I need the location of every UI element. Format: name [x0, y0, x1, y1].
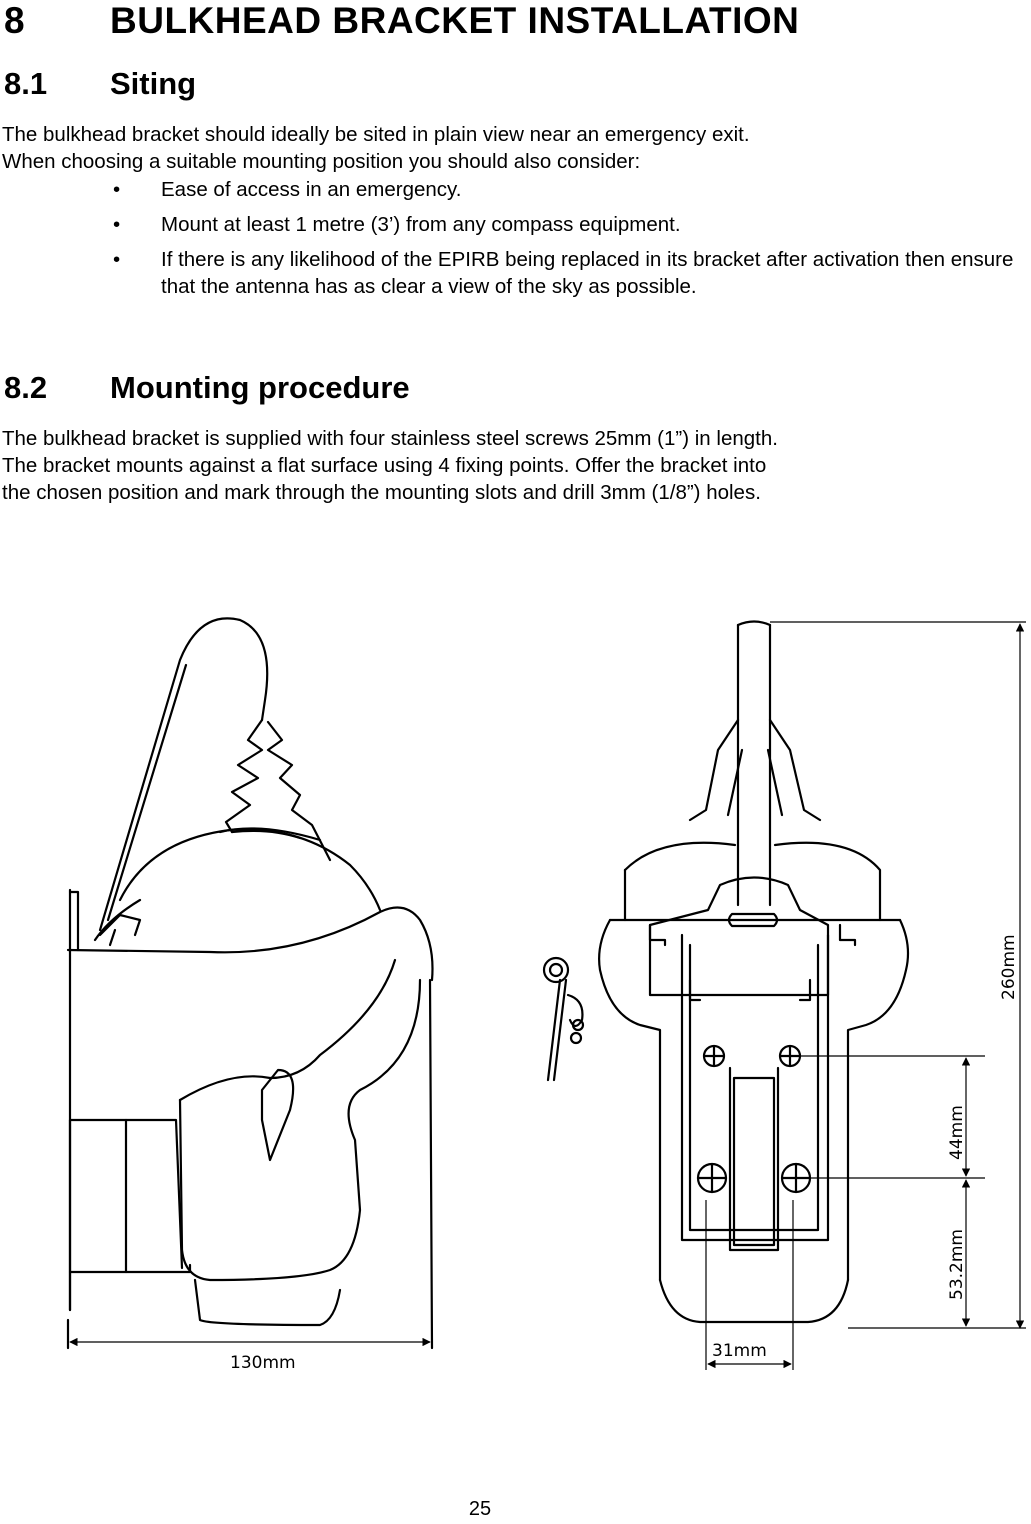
paragraph-line: The bulkhead bracket should ideally be sited in plain view near an emergency exit. — [2, 123, 750, 146]
dim-label-260mm: 260mm — [999, 934, 1019, 1000]
dim-label-130mm: 130mm — [230, 1353, 296, 1373]
side-view-drawing — [68, 618, 433, 1348]
bullet-icon: • — [113, 248, 121, 271]
dim-label-44mm: 44mm — [947, 1105, 967, 1160]
dim-label-31mm: 31mm — [712, 1341, 767, 1361]
front-view-drawing — [544, 622, 908, 1323]
bullet-icon: • — [113, 178, 121, 201]
page-number: 25 — [468, 1498, 492, 1520]
list-item-text: Mount at least 1 metre (3’) from any compass equipment. — [161, 213, 681, 236]
mounting-paragraph — [2, 425, 1030, 506]
paragraph-line: the chosen position and mark through the mounting slots and drill 3mm (1/8”) holes. — [2, 481, 761, 504]
siting-bullet-list — [0, 176, 1031, 308]
section-heading — [4, 0, 799, 42]
list-item — [0, 176, 1021, 203]
subsection-heading-mounting — [4, 370, 410, 406]
bullet-icon: • — [113, 213, 121, 236]
subsection-number: 8.1 — [4, 66, 48, 101]
subsection-heading-siting — [4, 66, 196, 102]
list-item-text: Ease of access in an emergency. — [161, 178, 462, 201]
bracket-drawing — [0, 600, 1031, 1400]
subsection-title: Mounting procedure — [110, 370, 410, 405]
list-item — [0, 211, 1021, 238]
siting-paragraph — [2, 121, 1030, 175]
subsection-title: Siting — [110, 66, 197, 101]
paragraph-line: When choosing a suitable mounting position you should also consider: — [2, 150, 641, 173]
paragraph-line: The bracket mounts against a flat surface using 4 fixing points. Offer the bracket into — [2, 454, 767, 477]
section-number: 8 — [4, 0, 26, 41]
list-item-text: If there is any likelihood of the EPIRB being replaced in its bracket after activation then ensure that the antenna has as clear a view of the sky as possible. — [161, 248, 1014, 298]
subsection-number: 8.2 — [4, 370, 48, 405]
section-title: BULKHEAD BRACKET INSTALLATION — [110, 0, 800, 41]
paragraph-line: The bulkhead bracket is supplied with four stainless steel screws 25mm (1”) in length. — [2, 427, 778, 450]
list-item — [0, 246, 1021, 300]
dim-label-53mm: 53.2mm — [947, 1229, 967, 1300]
